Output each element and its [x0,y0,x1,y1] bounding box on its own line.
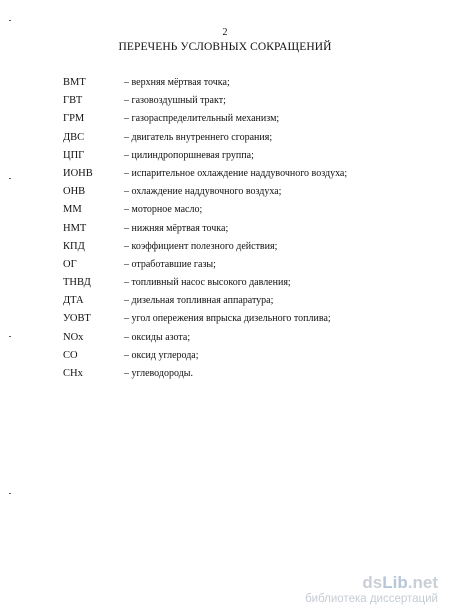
abbreviation-definition: – охлаждение наддувочного воздуха; [124,186,282,198]
logo-net: .net [407,573,438,592]
scan-mark [9,178,11,179]
abbreviation-definition: – газовоздушный тракт; [124,95,226,107]
abbreviation-definition: – топливный насос высокого давления; [124,277,291,289]
watermark-subtitle: библиотека диссертаций [305,593,438,605]
list-item [63,95,423,113]
abbreviation-term: NOх [63,331,84,343]
abbreviation-term: НМТ [63,222,87,234]
abbreviation-definition: – оксид углерода; [124,349,199,361]
list-item [63,77,423,95]
list-item [63,150,423,168]
list-item [63,277,423,295]
abbreviation-term: ЦПГ [63,149,85,161]
abbreviation-definition: – газораспределительный механизм; [124,113,280,125]
logo-ds: ds [362,573,383,592]
abbreviation-definition: – угол опережения впрыска дизельного топлива; [124,313,331,325]
abbreviation-definition: – углеводороды. [124,368,193,379]
list-item [63,332,423,350]
list-item [63,204,423,222]
abbreviation-term: ГРМ [63,113,85,125]
scan-mark [9,20,11,21]
abbreviation-definition: – двигатель внутреннего сгорания; [124,131,273,143]
abbreviation-term: ОНВ [63,186,86,198]
abbreviation-term: УОВТ [63,313,91,325]
abbreviation-definition: – моторное масло; [124,204,203,216]
list-item [63,259,423,277]
abbreviation-list [63,77,423,386]
list-item [63,168,423,186]
abbreviation-term: ИОНВ [63,167,93,179]
scan-mark [9,336,11,337]
list-item [63,368,423,386]
scan-mark [9,493,11,494]
abbreviation-definition: – оксиды азота; [124,331,191,343]
list-item [63,223,423,241]
list-item [63,295,423,313]
abbreviation-term: СО [63,349,78,361]
abbreviation-definition: – испарительное охлаждение наддувочного воздуха; [124,167,348,179]
abbreviation-term: ТНВД [63,277,91,289]
watermark-logo [305,574,438,592]
abbreviation-definition: – отработавшие газы; [124,258,216,270]
abbreviation-definition: – верхняя мёртвая точка; [124,77,230,88]
list-item [63,113,423,131]
abbreviation-term: СНх [63,368,83,379]
abbreviation-term: КПД [63,240,85,252]
abbreviation-term: ММ [63,204,82,216]
abbreviation-definition: – дизельная топливная аппаратура; [124,295,274,307]
page-number: 2 [222,27,228,38]
abbreviation-definition: – цилиндропоршневая группа; [124,149,254,161]
abbreviation-term: ГВТ [63,95,83,107]
abbreviation-term: ВМТ [63,77,86,88]
logo-lib: Lib [382,573,408,592]
abbreviation-term: ДТА [63,295,84,307]
watermark [305,574,438,606]
list-item [63,313,423,331]
abbreviation-term: ДВС [63,131,85,143]
list-item [63,350,423,368]
abbreviation-term: ОГ [63,258,77,270]
page-title: ПЕРЕЧЕНЬ УСЛОВНЫХ СОКРАЩЕНИЙ [118,41,332,53]
list-item [63,241,423,259]
list-item [63,132,423,150]
list-item [63,186,423,204]
abbreviation-definition: – коэффициент полезного действия; [124,240,278,252]
abbreviation-definition: – нижняя мёртвая точка; [124,222,229,234]
